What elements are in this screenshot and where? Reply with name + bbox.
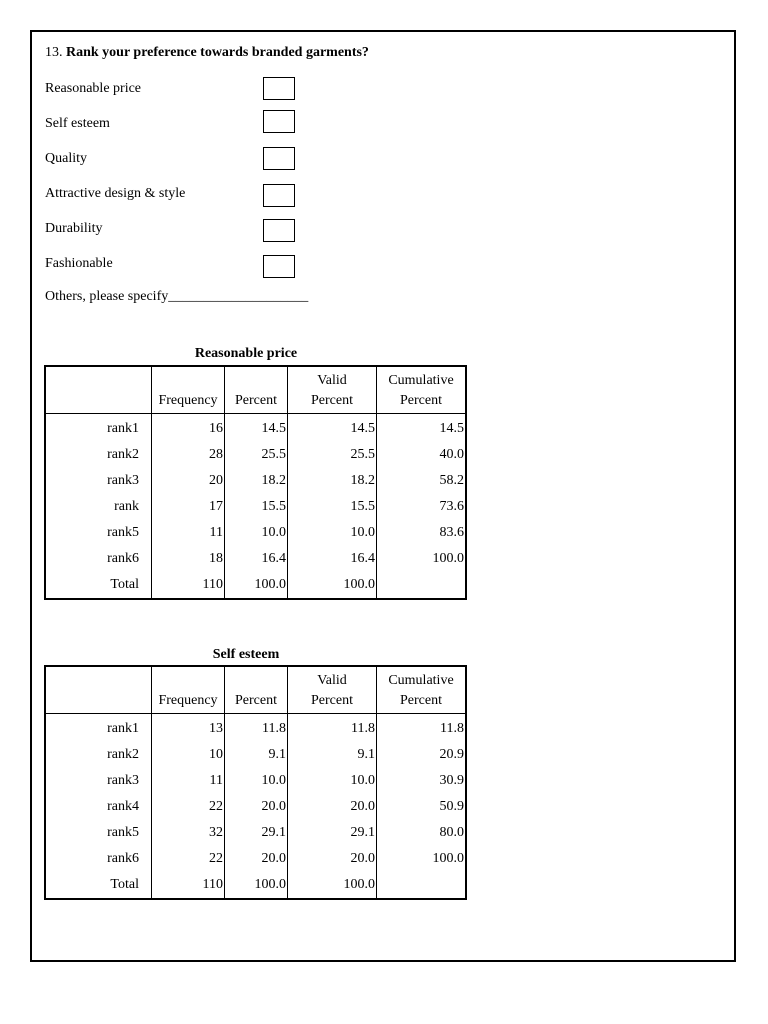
question-text: Rank your preference towards branded garments?: [66, 45, 369, 60]
table-cell: 18.2: [225, 468, 288, 494]
table-cell: 100.0: [225, 572, 288, 599]
rank-box-self-esteem[interactable]: [263, 110, 295, 133]
table-cell: 16.4: [288, 546, 377, 572]
table-cell: 20.9: [439, 747, 464, 762]
option-label-reasonable-price: Reasonable price: [45, 81, 142, 96]
table-row: [45, 442, 466, 468]
row-label: rank6: [45, 846, 152, 872]
table-row: [45, 768, 466, 794]
table-cell: 9.1: [288, 742, 377, 768]
table-cell: 17: [152, 494, 225, 520]
table-cell: 16.4: [225, 546, 288, 572]
question-title: [45, 45, 369, 61]
table-title: Reasonable price: [194, 346, 298, 361]
rank-box-fashionable[interactable]: [263, 255, 295, 278]
table-header-row: [45, 366, 466, 414]
table-cell: 100.0: [288, 872, 377, 899]
table-cell: [377, 572, 467, 599]
table-row: [45, 846, 466, 872]
table-cell: 20: [152, 468, 225, 494]
table-cell: 11: [152, 768, 225, 794]
rank-box-reasonable-price[interactable]: [263, 77, 295, 100]
table-cell: 13: [152, 714, 225, 743]
table-cell: 30.9: [439, 773, 464, 788]
table-cell: 50.9: [439, 799, 464, 814]
table-cell: 15.5: [225, 494, 288, 520]
table-cell: 9.1: [225, 742, 288, 768]
table-cell: 25.5: [225, 442, 288, 468]
others-specify: Others, please specify____________________: [45, 289, 309, 304]
table-cell: 58.2: [439, 473, 464, 488]
table-cell: 10.0: [225, 768, 288, 794]
table-row: [45, 872, 466, 899]
table-cell: 16: [152, 414, 225, 443]
table-cell: 18: [152, 546, 225, 572]
table-row: [45, 520, 466, 546]
row-label: rank2: [45, 742, 152, 768]
table-cell: 11.8: [225, 714, 288, 743]
table-cell: 28: [152, 442, 225, 468]
frequency-table-reasonable-price: [44, 365, 467, 600]
table-cell: 20.0: [288, 794, 377, 820]
row-label: rank6: [45, 546, 152, 572]
table-cell: 10.0: [288, 768, 377, 794]
table-cell: 110: [152, 872, 225, 899]
table-cell: 18.2: [288, 468, 377, 494]
table-cell: 29.1: [225, 820, 288, 846]
table-row: [45, 414, 466, 443]
table-cell: 15.5: [288, 494, 377, 520]
column-header: Frequency: [152, 366, 225, 414]
column-header: Valid Percent: [288, 666, 377, 714]
option-label-attractive-design: Attractive design & style: [45, 186, 186, 201]
table-cell: [377, 872, 467, 899]
table-cell: 73.6: [439, 499, 464, 514]
option-label-quality: Quality: [45, 151, 87, 166]
table-cell: 10.0: [288, 520, 377, 546]
table-row: [45, 714, 466, 743]
table-cell: 20.0: [225, 846, 288, 872]
table-cell: 20.0: [288, 846, 377, 872]
option-label-durability: Durability: [45, 221, 103, 236]
table-row: [45, 572, 466, 599]
table-row: [45, 794, 466, 820]
table-row: [45, 468, 466, 494]
table-cell: 80.0: [439, 825, 464, 840]
table-cell: 100.0: [225, 872, 288, 899]
table-cell: 40.0: [439, 447, 464, 462]
column-header: Frequency: [152, 666, 225, 714]
row-label: rank1: [45, 414, 152, 443]
column-header: Valid Percent: [288, 366, 377, 414]
row-label: rank3: [45, 468, 152, 494]
row-label: rank3: [45, 768, 152, 794]
row-label: rank2: [45, 442, 152, 468]
table-cell: 100.0: [432, 851, 464, 866]
column-header: Cumulative Percent: [377, 366, 467, 414]
table-cell: 11.8: [288, 714, 377, 743]
frequency-table-self-esteem: [44, 665, 467, 900]
table-cell: 32: [152, 820, 225, 846]
table-cell: 100.0: [288, 572, 377, 599]
table-cell: 11: [152, 520, 225, 546]
table-row: [45, 742, 466, 768]
rank-box-attractive-design[interactable]: [263, 184, 295, 207]
table-cell: 22: [152, 794, 225, 820]
table-cell: 11.8: [440, 721, 464, 736]
table-cell: 22: [152, 846, 225, 872]
table-cell: 14.5: [288, 414, 377, 443]
column-header: Percent: [225, 366, 288, 414]
rank-box-durability[interactable]: [263, 219, 295, 242]
table-cell: 14.5: [439, 421, 464, 436]
table-cell: 25.5: [288, 442, 377, 468]
table-cell: 10.0: [225, 520, 288, 546]
row-label: rank5: [45, 520, 152, 546]
table-row: [45, 820, 466, 846]
rank-box-quality[interactable]: [263, 147, 295, 170]
option-label-fashionable: Fashionable: [45, 256, 113, 271]
table-cell: 110: [152, 572, 225, 599]
table-cell: 20.0: [225, 794, 288, 820]
row-label: rank: [45, 494, 152, 520]
table-cell: 100.0: [432, 551, 464, 566]
table-cell: 10: [152, 742, 225, 768]
column-header: [45, 366, 152, 414]
row-label: rank5: [45, 820, 152, 846]
table-header-row: [45, 666, 466, 714]
column-header: [45, 666, 152, 714]
table-row: [45, 546, 466, 572]
table-row: [45, 494, 466, 520]
column-header: Percent: [225, 666, 288, 714]
table-title: Self esteem: [212, 647, 280, 662]
row-label: Total: [45, 872, 152, 899]
table-cell: 29.1: [288, 820, 377, 846]
row-label: rank1: [45, 714, 152, 743]
column-header: Cumulative Percent: [377, 666, 467, 714]
table-cell: 14.5: [225, 414, 288, 443]
question-number: 13.: [45, 45, 63, 60]
option-label-self-esteem: Self esteem: [45, 116, 110, 131]
row-label: Total: [45, 572, 152, 599]
table-cell: 83.6: [439, 525, 464, 540]
row-label: rank4: [45, 794, 152, 820]
